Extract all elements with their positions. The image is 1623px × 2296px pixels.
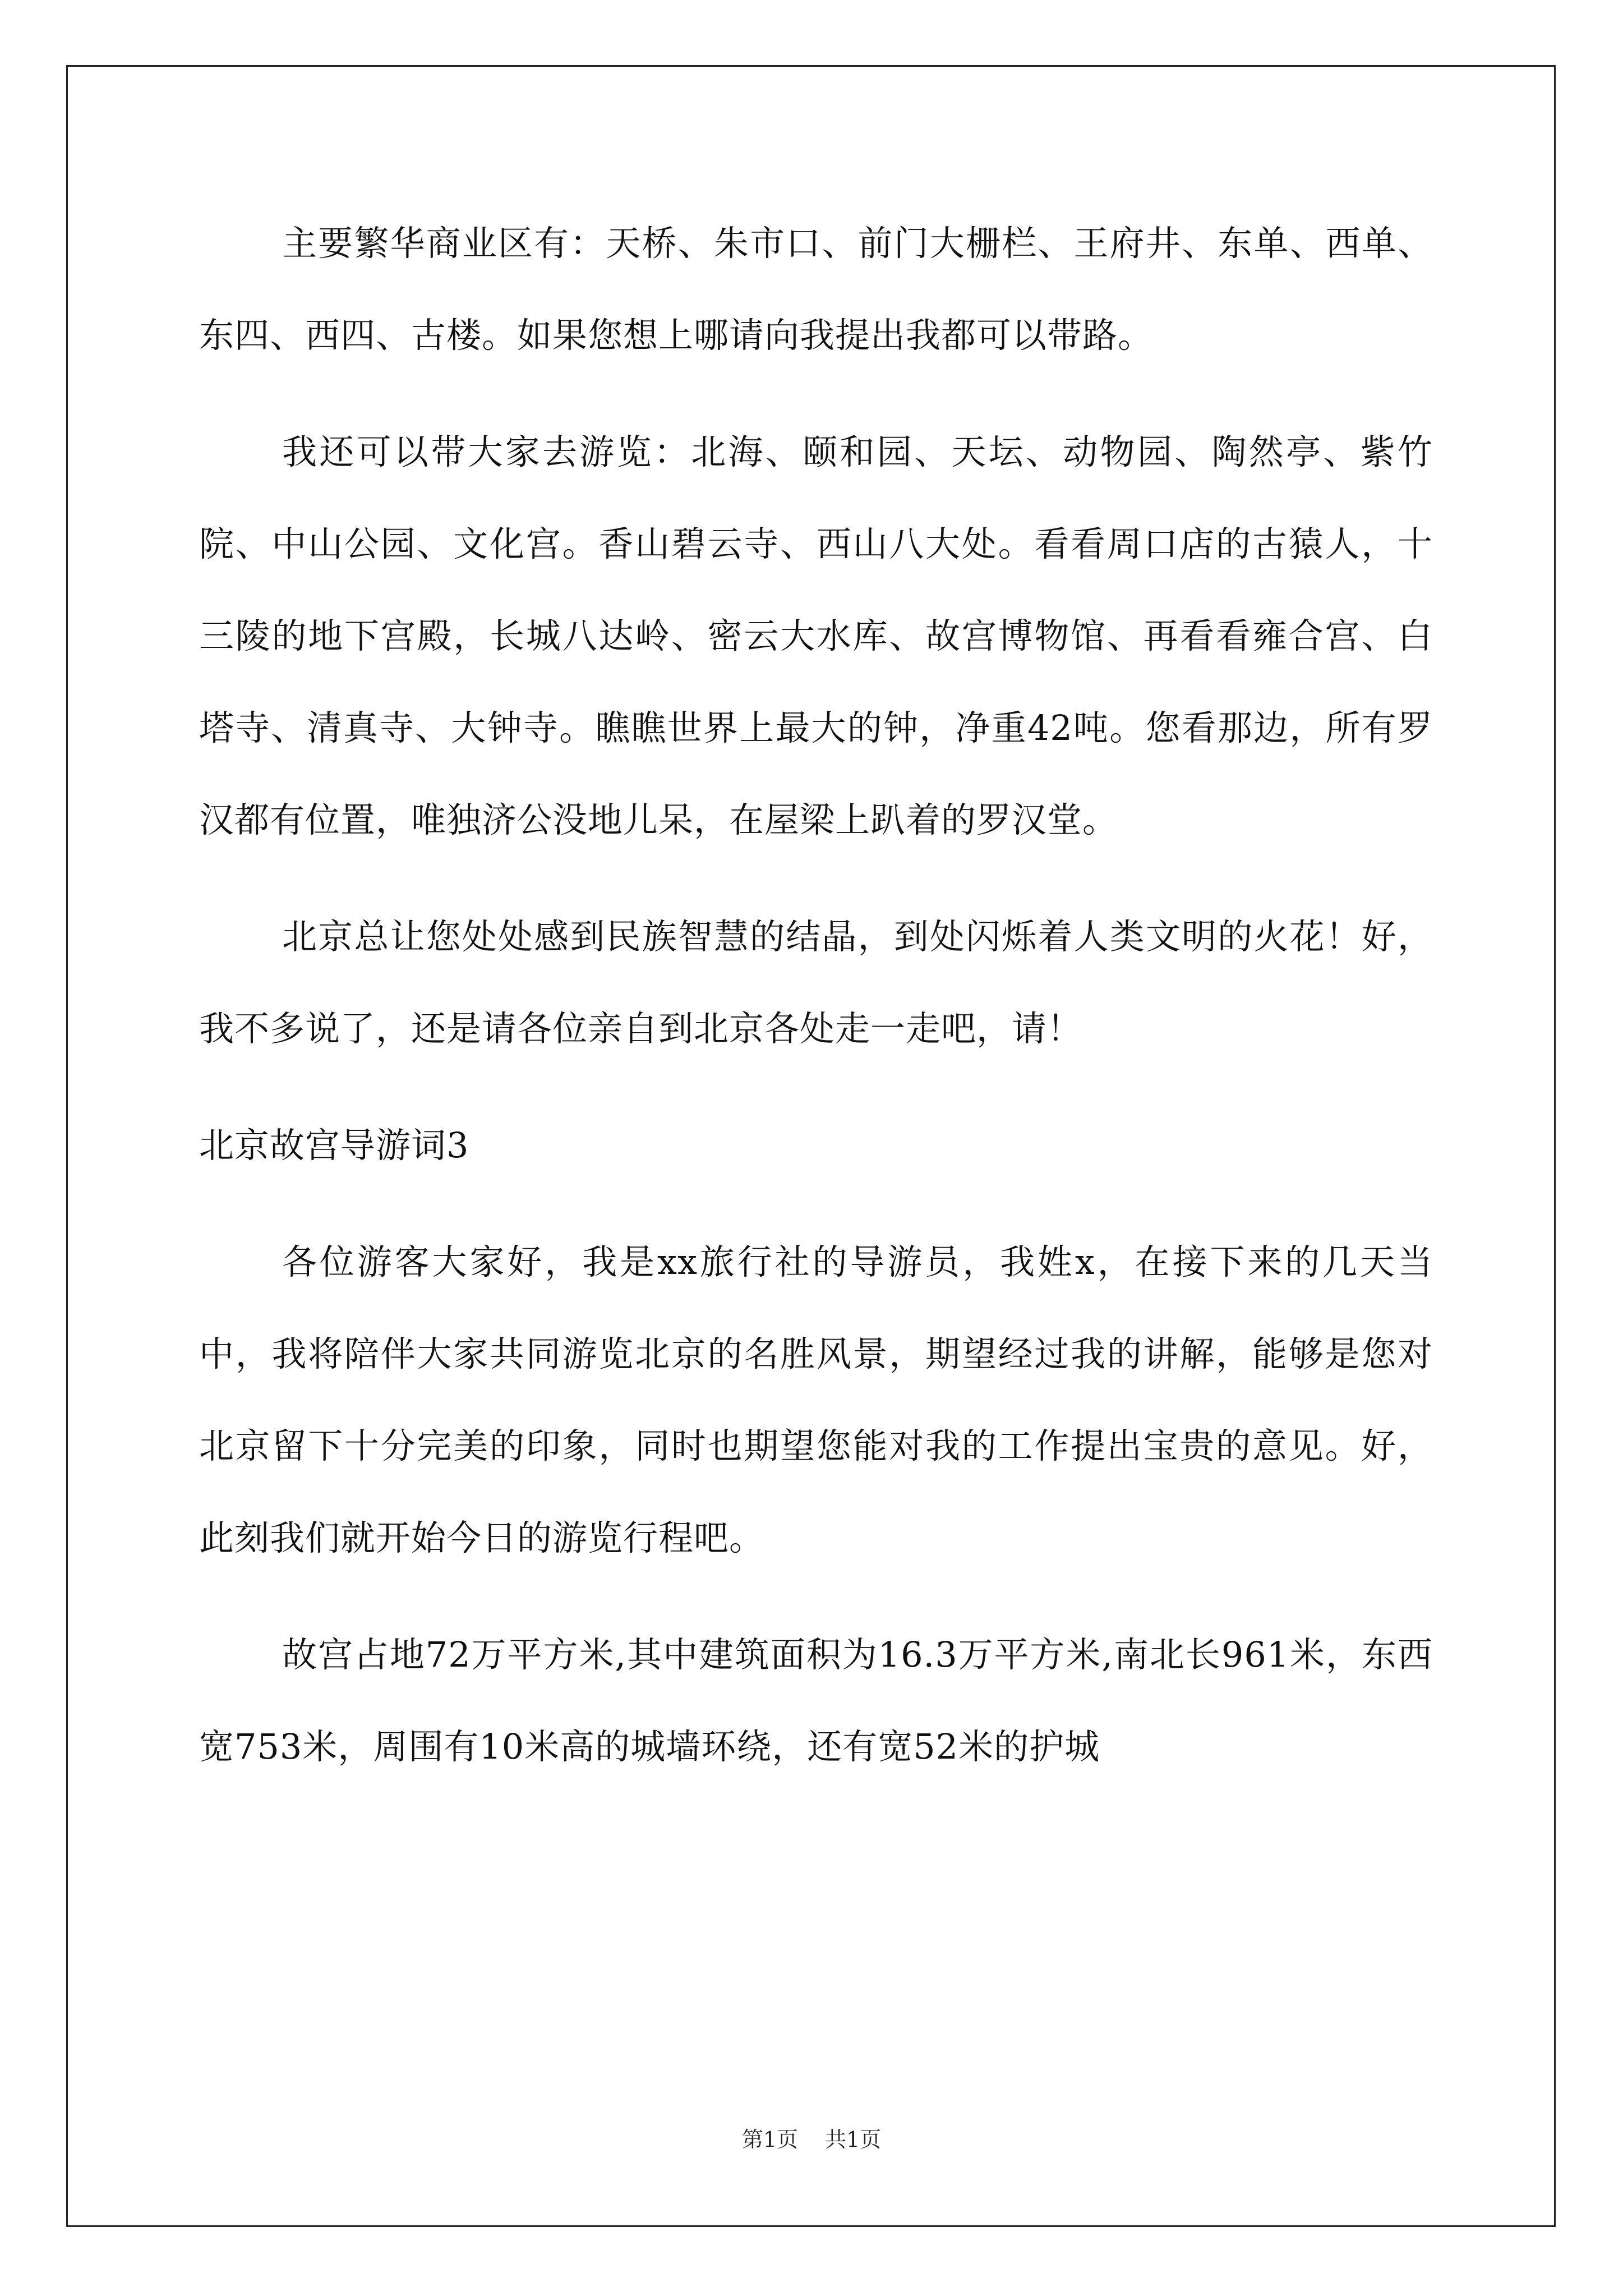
- paragraph-sightseeing-spots: 我还可以带大家去游览：北海、颐和园、天坛、动物园、陶然亭、紫竹院、中山公园、文化宫。香山碧云寺、西山八大处。看看周口店的古猿人，十三陵的地下宫殿，长城八达岭、密云大水库、故宫博物馆、再看看雍合宫、白塔寺、清真寺、大钟寺。瞧瞧世界上最大的钟，净重42吨。您看那边，所有罗汉都有位置，唯独济公没地儿呆，在屋梁上趴着的罗汉堂。: [199, 431, 1433, 840]
- paragraph-beijing-summary: 北京总让您处处感到民族智慧的结晶，到处闪烁着人类文明的火花！好，我不多说了，还是请各位亲自到北京各处走一走吧，请！: [199, 916, 1433, 1049]
- document-body: [199, 197, 1433, 1818]
- page-total: 共1页: [825, 2127, 882, 2152]
- page-number: 第1页: [741, 2127, 798, 2152]
- paragraph-guide-greeting: 各位游客大家好，我是xx旅行社的导游员，我姓x，在接下来的几天当中，我将陪伴大家共同游览北京的名胜风景，期望经过我的讲解，能够是您对北京留下十分完美的印象，同时也期望您能对我的工作提出宝贵的意见。好，此刻我们就开始今日的游览行程吧。: [199, 1241, 1433, 1558]
- paragraph-palace-dimensions: 故宫占地72万平方米,其中建筑面积为16.3万平方米,南北长961米，东西宽753米，周围有10米高的城墙环绕，还有宽52米的护城: [199, 1634, 1433, 1767]
- section-heading: 北京故宫导游词3: [199, 1125, 469, 1166]
- page-footer: [0, 2122, 1623, 2153]
- paragraph-shopping-districts: 主要繁华商业区有：天桥、朱市口、前门大栅栏、王府井、东单、西单、东四、西四、古楼。如果您想上哪请向我提出我都可以带路。: [199, 223, 1433, 356]
